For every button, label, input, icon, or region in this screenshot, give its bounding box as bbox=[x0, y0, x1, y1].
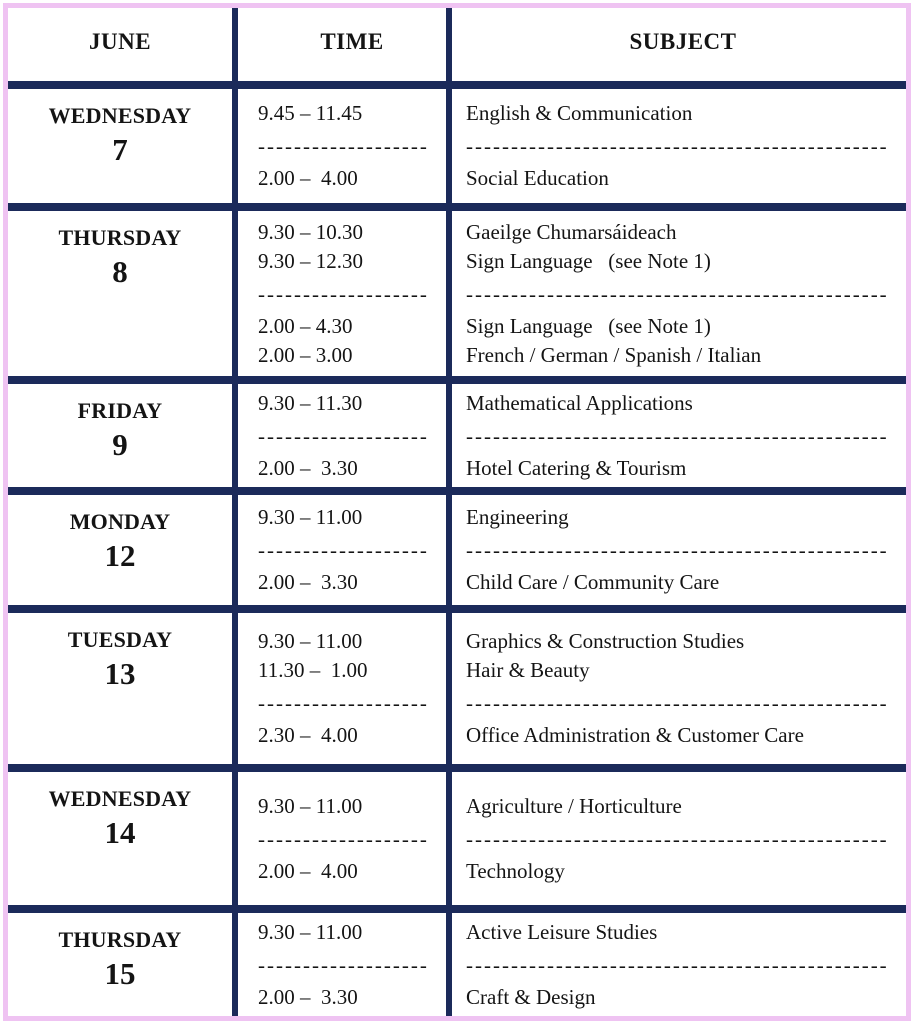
dashed-separator: ------------------- bbox=[258, 134, 429, 158]
time-cell bbox=[232, 211, 446, 376]
subject-value: Sign Language (see Note 1) bbox=[466, 248, 711, 273]
dashed-separator: ------------------- bbox=[258, 538, 429, 562]
subject-value: Technology bbox=[466, 858, 565, 883]
time-cell bbox=[232, 613, 446, 764]
day-name: THURSDAY bbox=[58, 927, 182, 952]
subject-value: English & Communication bbox=[466, 101, 693, 125]
time-value: 2.00 – 3.30 bbox=[258, 455, 358, 480]
subject-value: Child Care / Community Care bbox=[466, 570, 720, 594]
time-value: 2.00 – 3.00 bbox=[258, 342, 353, 367]
time-cell bbox=[232, 495, 446, 605]
dashed-separator: ----------------------------------------------- bbox=[466, 691, 889, 715]
table-row bbox=[8, 905, 906, 1016]
subject-value: Engineering bbox=[466, 505, 569, 529]
day-date: 8 bbox=[112, 254, 128, 289]
day-date: 9 bbox=[112, 427, 128, 462]
dashed-separator: ----------------------------------------------- bbox=[466, 134, 889, 158]
subject-value: Active Leisure Studies bbox=[466, 919, 658, 944]
time-value: 2.00 – 4.00 bbox=[258, 858, 358, 883]
subject-value: Hair & Beauty bbox=[466, 658, 590, 682]
day-cell bbox=[8, 913, 232, 1016]
day-cell bbox=[8, 772, 232, 905]
day-cell bbox=[8, 495, 232, 605]
subject-value: Graphics & Construction Studies bbox=[466, 629, 745, 653]
day-cell bbox=[8, 613, 232, 764]
subject-value: Mathematical Applications bbox=[466, 390, 693, 415]
day-date: 14 bbox=[104, 815, 136, 850]
dashed-separator: ------------------- bbox=[258, 952, 429, 977]
time-cell bbox=[232, 384, 446, 487]
dashed-separator: ------------------- bbox=[258, 281, 429, 306]
timetable-frame bbox=[3, 3, 911, 1021]
time-value: 2.00 – 4.30 bbox=[258, 313, 353, 338]
time-value: 9.30 – 10.30 bbox=[258, 219, 363, 244]
subject-value: Hotel Catering & Tourism bbox=[466, 455, 687, 480]
subject-value: Office Administration & Customer Care bbox=[466, 723, 804, 747]
dashed-separator: ----------------------------------------------- bbox=[466, 952, 889, 977]
subject-value: French / German / Spanish / Italian bbox=[466, 342, 762, 367]
table-row bbox=[8, 203, 906, 376]
day-date: 12 bbox=[104, 538, 136, 573]
day-cell bbox=[8, 384, 232, 487]
time-value: 11.30 – 1.00 bbox=[258, 658, 368, 682]
subject-cell bbox=[446, 613, 906, 764]
table-row bbox=[8, 487, 906, 605]
time-value: 2.00 – 3.30 bbox=[258, 570, 358, 594]
time-value: 9.30 – 11.30 bbox=[258, 390, 363, 415]
table-row bbox=[8, 81, 906, 203]
subject-cell bbox=[446, 772, 906, 905]
dashed-separator: ----------------------------------------------- bbox=[466, 538, 889, 562]
time-value: 9.30 – 11.00 bbox=[258, 505, 363, 529]
header-time: TIME bbox=[232, 8, 446, 81]
subject-value: Agriculture / Horticulture bbox=[466, 793, 682, 818]
day-cell bbox=[8, 211, 232, 376]
dashed-separator: ------------------- bbox=[258, 826, 429, 851]
subject-value: Social Education bbox=[466, 166, 609, 190]
subject-cell bbox=[446, 913, 906, 1016]
subject-cell bbox=[446, 384, 906, 487]
dashed-separator: ------------------- bbox=[258, 423, 429, 448]
time-cell bbox=[232, 772, 446, 905]
dashed-separator: ----------------------------------------------- bbox=[466, 826, 889, 851]
day-name: WEDNESDAY bbox=[48, 786, 192, 811]
time-value: 9.30 – 11.00 bbox=[258, 919, 363, 944]
day-date: 13 bbox=[104, 656, 136, 691]
day-name: THURSDAY bbox=[58, 225, 182, 250]
time-value: 9.30 – 11.00 bbox=[258, 629, 363, 653]
subject-value: Craft & Design bbox=[466, 984, 596, 1009]
time-value: 2.00 – 4.00 bbox=[258, 166, 358, 190]
subject-value: Gaeilge Chumarsáideach bbox=[466, 219, 677, 244]
table-header-row bbox=[8, 8, 906, 81]
time-value: 2.30 – 4.00 bbox=[258, 723, 358, 747]
dashed-separator: ----------------------------------------------- bbox=[466, 423, 889, 448]
time-value: 9.30 – 11.00 bbox=[258, 793, 363, 818]
subject-value: Sign Language (see Note 1) bbox=[466, 313, 711, 338]
day-date: 15 bbox=[104, 956, 136, 991]
dashed-separator: ----------------------------------------------- bbox=[466, 281, 889, 306]
day-name: TUESDAY bbox=[67, 627, 173, 652]
header-subject: SUBJECT bbox=[446, 8, 906, 81]
time-cell bbox=[232, 89, 446, 203]
day-name: WEDNESDAY bbox=[48, 103, 192, 128]
day-date: 7 bbox=[112, 132, 128, 167]
header-june: JUNE bbox=[88, 28, 152, 54]
time-value: 9.30 – 12.30 bbox=[258, 248, 363, 273]
time-value: 2.00 – 3.30 bbox=[258, 984, 358, 1009]
subject-cell bbox=[446, 89, 906, 203]
table-row bbox=[8, 764, 906, 905]
time-value: 9.45 – 11.45 bbox=[258, 101, 363, 125]
dashed-separator: ------------------- bbox=[258, 691, 429, 715]
day-name: MONDAY bbox=[69, 509, 171, 534]
subject-cell bbox=[446, 211, 906, 376]
time-cell bbox=[232, 913, 446, 1016]
day-name: FRIDAY bbox=[77, 398, 163, 423]
table-row bbox=[8, 605, 906, 764]
table-row bbox=[8, 376, 906, 487]
subject-cell bbox=[446, 495, 906, 605]
day-cell bbox=[8, 89, 232, 203]
